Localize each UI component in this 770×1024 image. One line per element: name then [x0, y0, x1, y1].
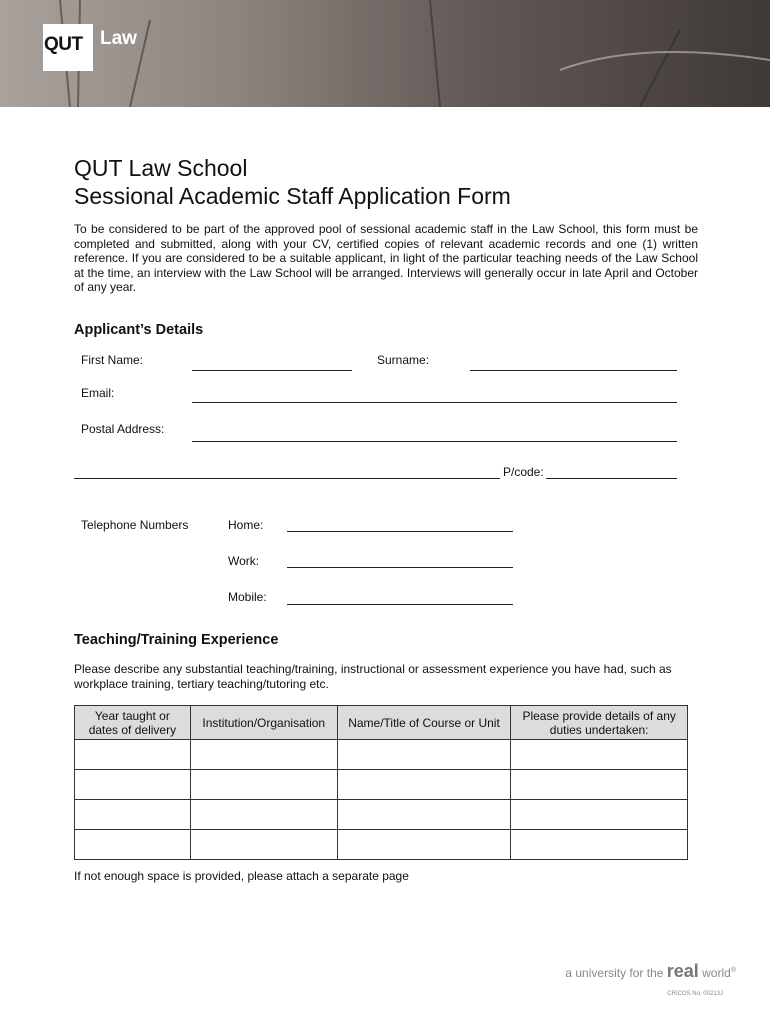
page-subtitle: Sessional Academic Staff Application Form	[74, 183, 511, 209]
email-field[interactable]	[192, 402, 677, 403]
page-title: QUT Law School	[74, 155, 248, 181]
table-cell[interactable]	[75, 830, 191, 860]
table-cell[interactable]	[337, 830, 511, 860]
table-cell[interactable]	[337, 740, 511, 770]
table-cell[interactable]	[511, 800, 688, 830]
mobile-phone-field[interactable]	[287, 604, 513, 605]
mobile-phone-label: Mobile:	[228, 590, 267, 604]
faculty-label: Law	[100, 28, 137, 49]
table-cell[interactable]	[511, 770, 688, 800]
pcode-label: P/code:	[503, 465, 544, 479]
table-cell[interactable]	[75, 770, 191, 800]
home-phone-label: Home:	[228, 518, 264, 532]
table-cell[interactable]	[190, 830, 337, 860]
table-cell[interactable]	[511, 740, 688, 770]
table-row	[75, 830, 688, 860]
tagline-post: world	[702, 966, 731, 980]
table-cell[interactable]	[337, 770, 511, 800]
telephone-label: Telephone Numbers	[81, 518, 189, 532]
tagline-real: real	[666, 961, 699, 981]
registered-mark: ®	[730, 967, 736, 974]
table-row	[75, 800, 688, 830]
surname-field[interactable]	[470, 370, 677, 371]
table-row	[75, 770, 688, 800]
university-tagline	[565, 961, 736, 982]
column-header-course: Name/Title of Course or Unit	[337, 706, 511, 740]
table-cell[interactable]	[190, 740, 337, 770]
experience-table	[74, 705, 688, 860]
column-header-year: Year taught or dates of delivery	[75, 706, 191, 740]
postal-address-label: Postal Address:	[81, 422, 165, 436]
home-phone-field[interactable]	[287, 531, 513, 532]
table-cell[interactable]	[190, 800, 337, 830]
table-cell[interactable]	[75, 740, 191, 770]
table-note: If not enough space is provided, please attach a separate page	[74, 869, 409, 883]
tagline-pre: a university for the	[565, 966, 664, 980]
work-phone-label: Work:	[228, 554, 260, 568]
qut-logo: QUT	[43, 24, 93, 71]
header-banner	[0, 0, 770, 107]
postal-address-line-2[interactable]	[74, 478, 500, 479]
table-cell[interactable]	[75, 800, 191, 830]
teaching-heading: Teaching/Training Experience	[74, 632, 279, 648]
teaching-description: Please describe any substantial teaching/training, instructional or assessment experience you have had, such as workplace training, tertiary teaching/tutoring etc.	[74, 662, 672, 691]
intro-paragraph: To be considered to be part of the approved pool of sessional academic staff in the Law School, this form must be completed and submitted, along with your CV, certified copies of relevant academic records and one (1) written reference. If you are considered to be a suitable applicant, in light of the particular teaching needs of the Law School at the time, an interview with the Law School will be arranged. Interviews will generally occur in late April and October of any year.	[74, 222, 698, 295]
table-cell[interactable]	[337, 800, 511, 830]
table-header-row	[75, 706, 688, 740]
email-label: Email:	[81, 386, 115, 400]
first-name-label: First Name:	[81, 353, 144, 367]
postal-address-field[interactable]	[192, 441, 677, 442]
applicant-heading: Applicant’s Details	[74, 322, 204, 338]
banner-photo-graphic	[0, 0, 770, 107]
surname-label: Surname:	[377, 353, 430, 367]
table-cell[interactable]	[511, 830, 688, 860]
first-name-field[interactable]	[192, 370, 352, 371]
table-cell[interactable]	[190, 770, 337, 800]
column-header-duties: Please provide details of any duties undertaken:	[511, 706, 688, 740]
table-row	[75, 740, 688, 770]
work-phone-field[interactable]	[287, 567, 513, 568]
pcode-field[interactable]	[546, 478, 677, 479]
column-header-institution: Institution/Organisation	[190, 706, 337, 740]
cricos-number: CRICOS No. 00213J	[667, 991, 723, 997]
